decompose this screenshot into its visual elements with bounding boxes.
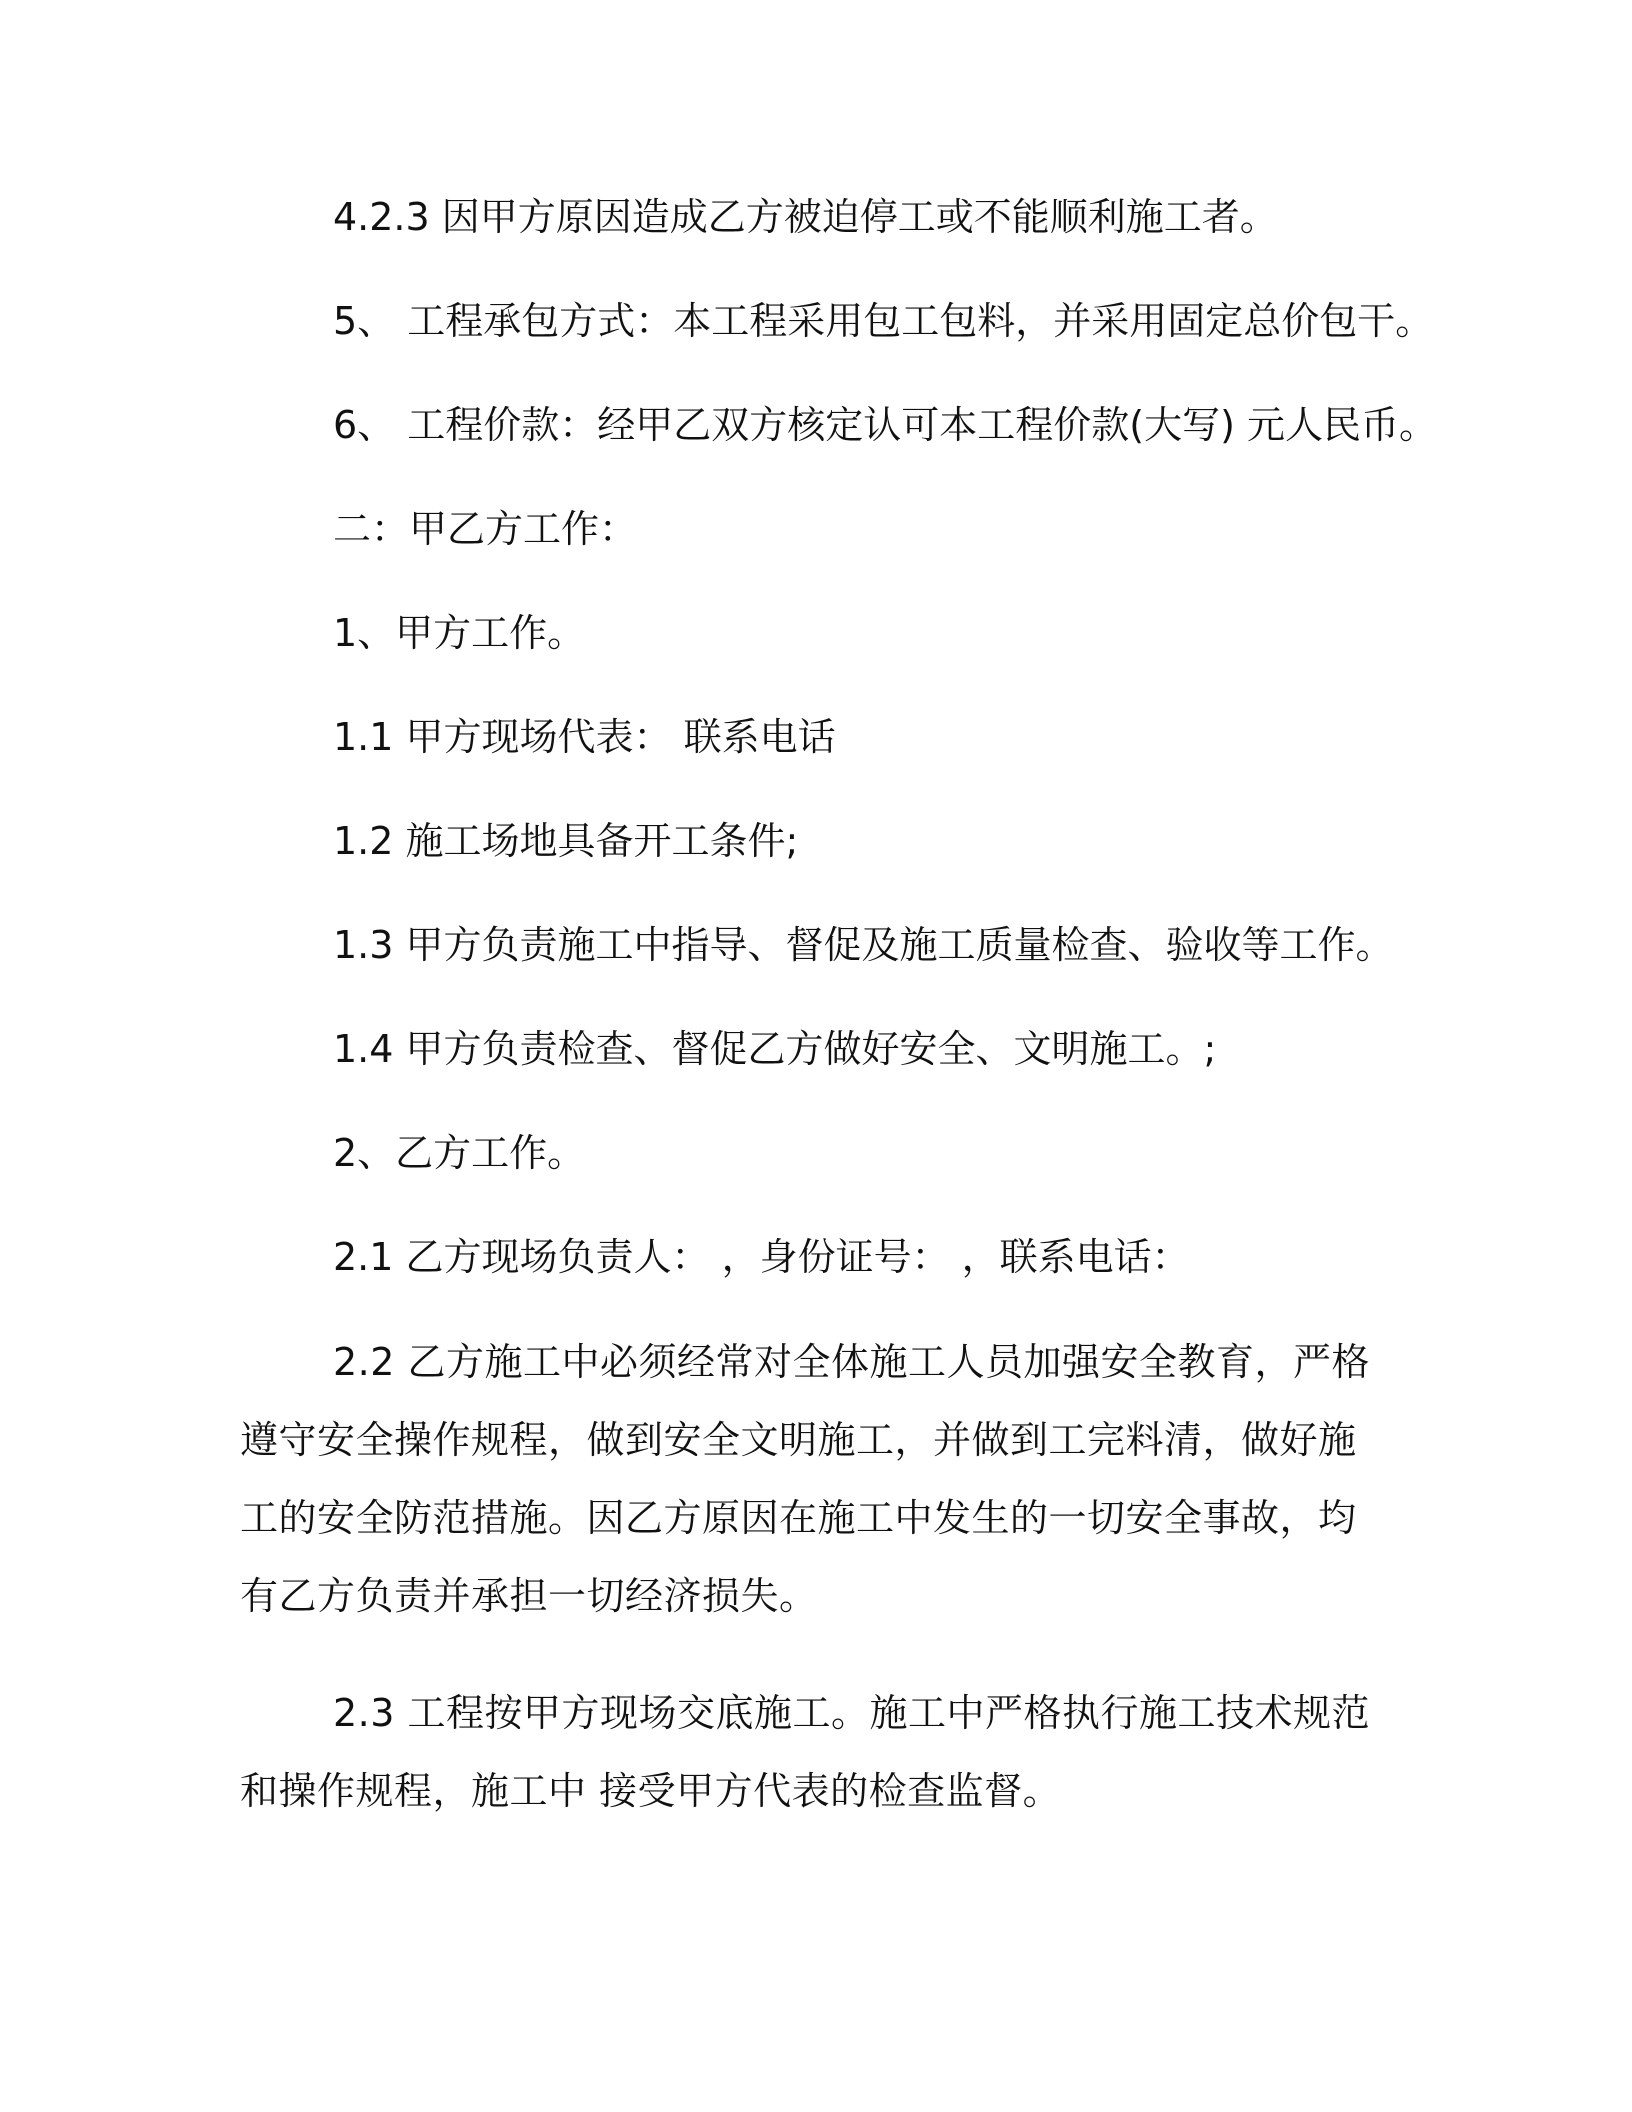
clause-6-contract-price: 6、 工程价款：经甲乙双方核定认可本工程价款(大写) 元人民币。	[333, 403, 1437, 447]
clause-2-2-paragraph: 2.2 乙方施工中必须经常对全体施工人员加强安全教育，严格遵守安全操作规程，做到安全文明施工，并做到工完料清，做好施工的安全防范措施。因乙方原因在施工中发生的一切安全事故，均有乙方负责并承担一切经济损失。	[240, 1340, 1371, 1618]
clause-1-3: 1.3 甲方负责施工中指导、督促及施工质量检查、验收等工作。	[333, 923, 1394, 967]
clause-1-1: 1.1 甲方现场代表： 联系电话	[333, 715, 836, 759]
clause-1-4: 1.4 甲方负责检查、督促乙方做好安全、文明施工。;	[333, 1027, 1217, 1071]
section-2-heading: 二：甲乙方工作：	[333, 507, 638, 551]
party-b-work-heading: 2、乙方工作。	[333, 1131, 586, 1175]
clause-2-1: 2.1 乙方现场负责人： ，身份证号： ，联系电话：	[333, 1235, 1190, 1279]
party-a-work-heading: 1、甲方工作。	[333, 611, 586, 655]
clause-4-2-3: 4.2.3 因甲方原因造成乙方被迫停工或不能顺利施工者。	[333, 195, 1278, 239]
clause-5-contract-mode: 5、 工程承包方式：本工程采用包工包料，并采用固定总价包干。	[333, 299, 1434, 343]
clause-2-3-paragraph: 2.3 工程按甲方现场交底施工。施工中严格执行施工技术规范和操作规程，施工中 接受甲方代表的检查监督。	[240, 1691, 1371, 1813]
clause-1-2: 1.2 施工场地具备开工条件;	[333, 819, 799, 863]
